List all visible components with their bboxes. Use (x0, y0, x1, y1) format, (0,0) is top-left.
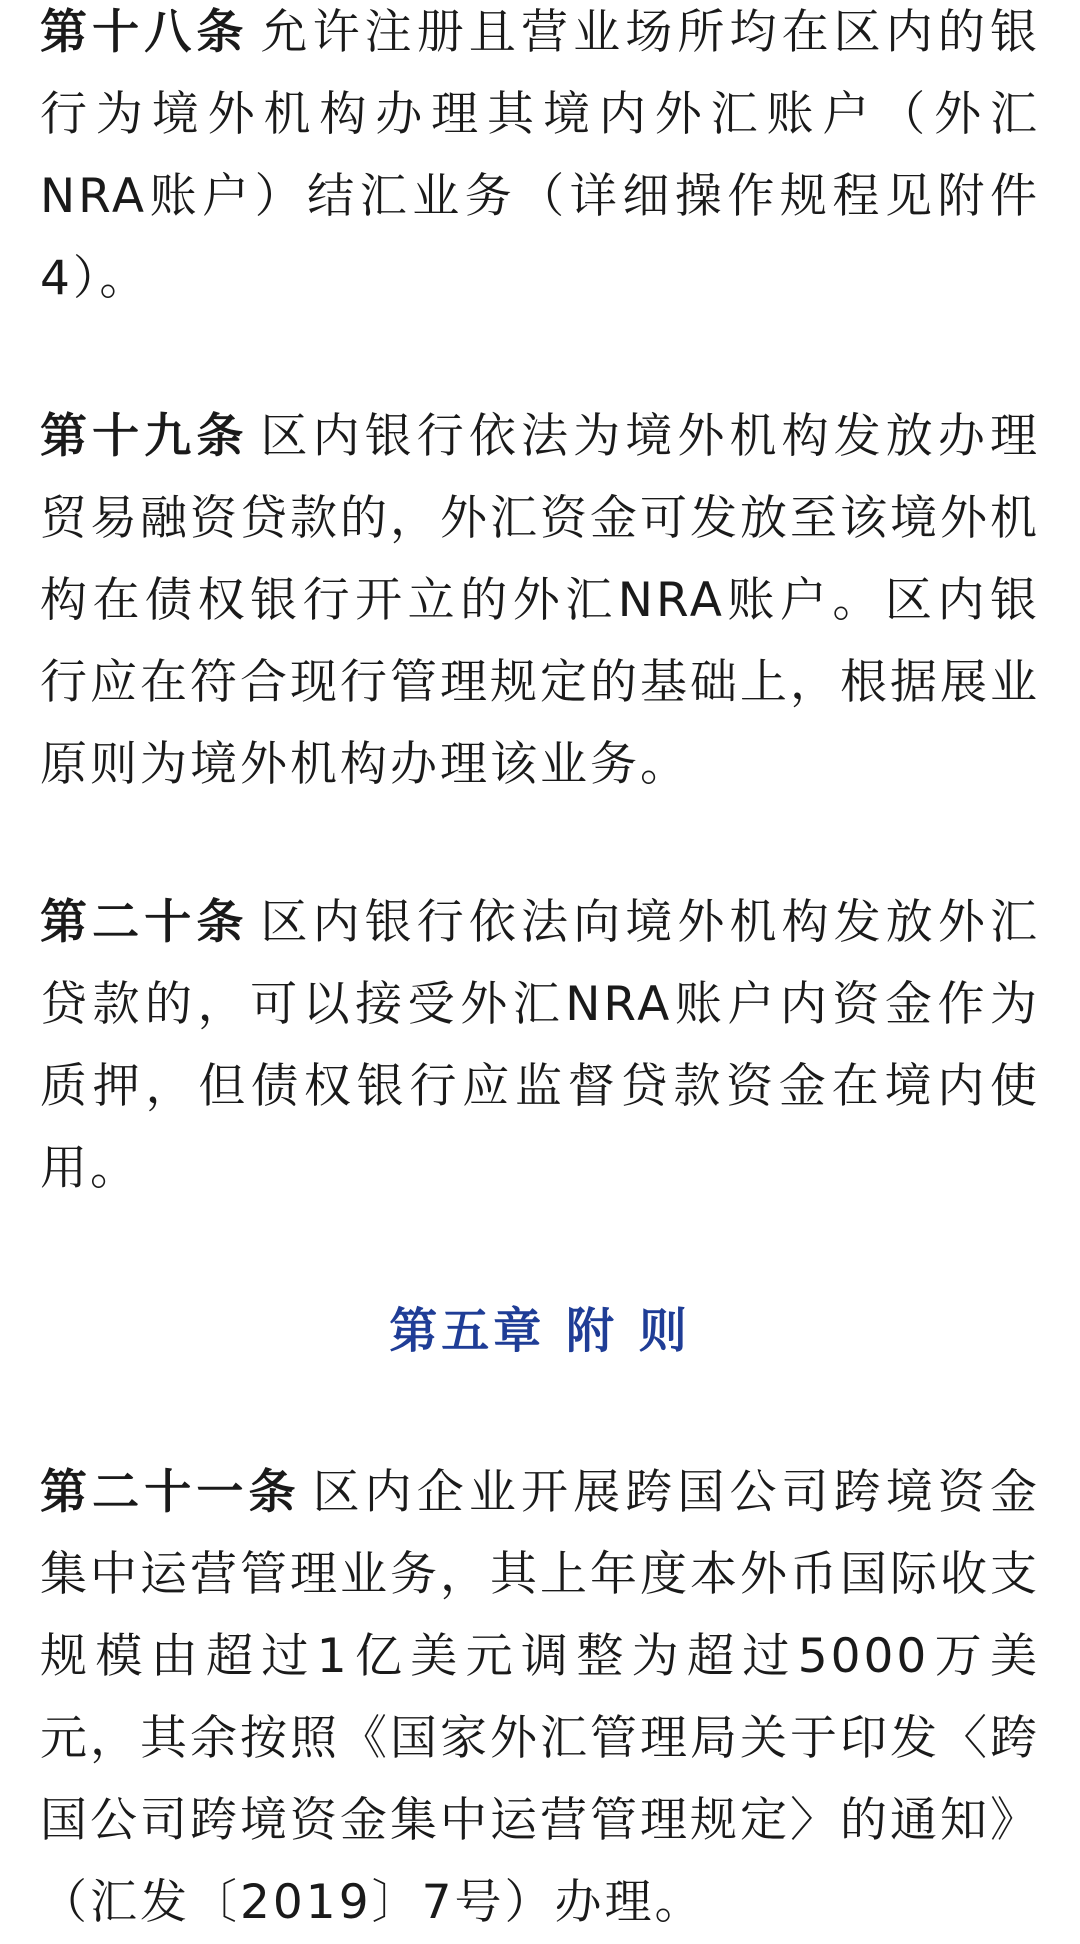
article-21 (40, 1452, 1040, 1944)
article-20-text: 区内银行依法向境外机构发放外汇贷款的，可以接受外汇NRA账户内资金作为质押，但债权银行应监督贷款资金在境内使用。 (40, 895, 1041, 1196)
article-18-label: 第十八条 (40, 5, 249, 60)
article-19-label: 第十九条 (40, 409, 249, 464)
article-19-text: 区内银行依法为境外机构发放办理贸易融资贷款的，外汇资金可发放至该境外机构在债权银行开立的外汇NRA账户。区内银行应在符合现行管理规定的基础上，根据展业原则为境外机构办理该业务。 (40, 409, 1041, 792)
article-21-text: 区内企业开展跨国公司跨境资金集中运营管理业务，其上年度本外币国际收支规模由超过1亿美元调整为超过5000万美元，其余按照《国家外汇管理局关于印发〈跨国公司跨境资金集中运营管理规定〉的通知》（汇发〔2019〕7号）办理。 (40, 1465, 1041, 1930)
article-20 (40, 882, 1040, 1210)
article-20-label: 第二十条 (40, 895, 249, 950)
article-21-label: 第二十一条 (40, 1465, 301, 1520)
article-18-text: 允许注册且营业场所均在区内的银行为境外机构办理其境内外汇账户（外汇NRA账户）结汇业务（详细操作规程见附件4）。 (40, 5, 1041, 306)
article-19 (40, 396, 1040, 806)
article-18 (40, 0, 1040, 320)
chapter-heading: 第五章 附 则 (389, 1303, 691, 1359)
